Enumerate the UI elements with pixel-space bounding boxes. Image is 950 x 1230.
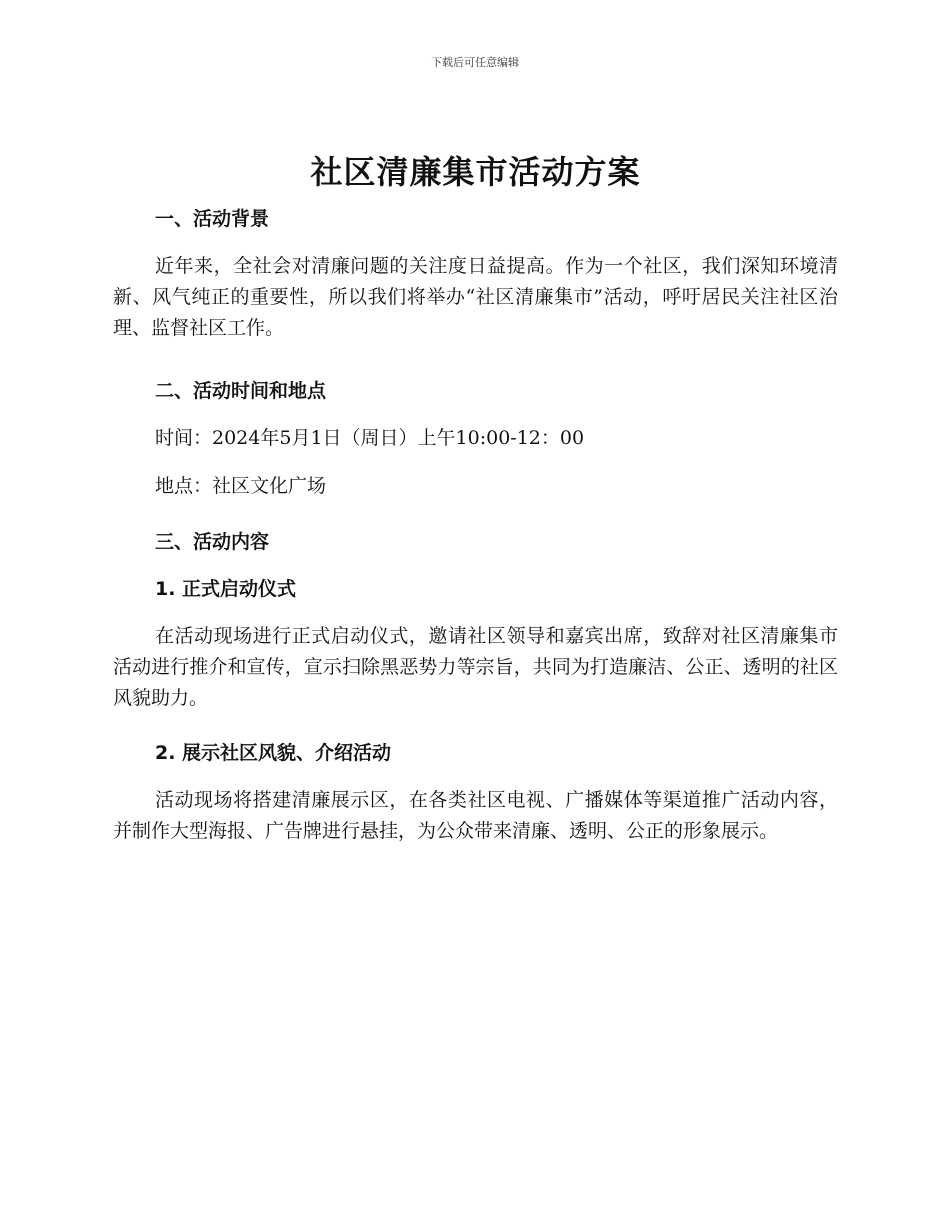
section-heading-background: 一、活动背景: [155, 208, 270, 230]
launch-ceremony-paragraph: 在活动现场进行正式启动仪式，邀请社区领导和嘉宾出席，致辞对社区清廉集市活动进行推介和宣传，宣示扫除黑恶势力等宗旨，共同为打造廉洁、公正、透明的社区风貌助力。: [113, 625, 838, 709]
document-body: [113, 148, 838, 847]
event-time: 时间：2024年5月1日（周日）上午10:00-12：00: [155, 427, 585, 449]
document-title: 社区清廉集市活动方案: [310, 153, 641, 191]
background-paragraph: 近年来，全社会对清廉问题的关注度日益提高。作为一个社区，我们深知环境清新、风气纯正的重要性，所以我们将举办“社区清廉集市”活动，呼吁居民关注社区治理、监督社区工作。: [113, 255, 838, 339]
section-heading-content: 三、活动内容: [155, 531, 270, 553]
subheading-launch-ceremony: 1. 正式启动仪式: [155, 578, 297, 600]
showcase-paragraph: 活动现场将搭建清廉展示区，在各类社区电视、广播媒体等渠道推广活动内容，并制作大型海报、广告牌进行悬挂，为公众带来清廉、透明、公正的形象展示。: [113, 789, 838, 842]
section-heading-time-place: 二、活动时间和地点: [155, 380, 327, 402]
header-note: 下载后可任意编辑: [431, 56, 519, 69]
subheading-showcase: 2. 展示社区风貌、介绍活动: [155, 742, 392, 764]
event-place: 地点：社区文化广场: [155, 475, 327, 497]
